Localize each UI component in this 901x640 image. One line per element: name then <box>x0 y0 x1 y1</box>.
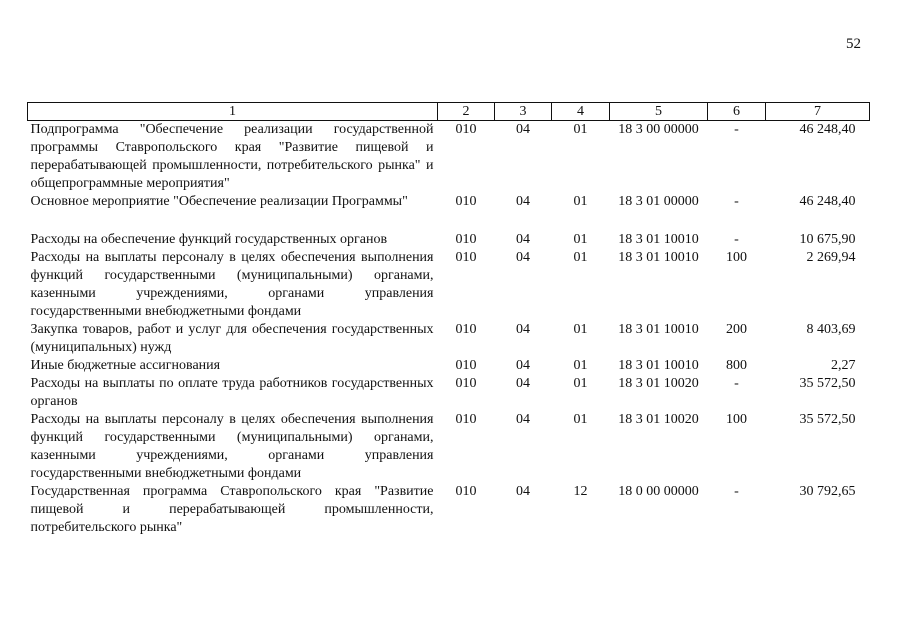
header-col-6: 6 <box>708 103 766 121</box>
table-row <box>28 375 870 411</box>
row-target-article: 18 3 01 10020 <box>618 376 699 391</box>
row-ministry-code: 010 <box>455 122 477 137</box>
row-expense-type: - <box>734 194 739 209</box>
row-subsection-code: 01 <box>573 322 588 337</box>
row-target-article: 18 3 01 10010 <box>618 322 699 337</box>
row-amount: 46 248,40 <box>799 122 856 137</box>
row-name: Расходы на выплаты персоналу в целях обеспечения выполнения функций государственными (муниципальными) органами, казенными учреждениями, органами управления государственными внебюджетными фондами <box>30 412 434 481</box>
row-name: Расходы на обеспечение функций государственных органов <box>30 232 388 247</box>
row-name: Подпрограмма "Обеспечение реализации государственной программы Ставропольского края "Развитие пищевой и перерабатывающей промышленности, потребительского рынка" и общепрограммные мероприятия" <box>30 122 434 191</box>
budget-table <box>27 102 870 537</box>
row-expense-type: 100 <box>726 250 747 265</box>
row-target-article: 18 3 01 10010 <box>618 232 699 247</box>
row-ministry-code: 010 <box>455 484 477 499</box>
header-col-1: 1 <box>28 103 438 121</box>
row-subsection-code: 01 <box>573 412 588 427</box>
row-target-article: 18 3 01 10010 <box>618 358 699 373</box>
table-row <box>28 411 870 483</box>
table-row <box>28 249 870 321</box>
row-target-article: 18 3 01 10020 <box>618 412 699 427</box>
row-section-code: 04 <box>516 194 530 209</box>
row-subsection-code: 01 <box>573 376 588 391</box>
table-row <box>28 483 870 537</box>
row-amount: 8 403,69 <box>806 322 856 337</box>
header-col-3: 3 <box>495 103 552 121</box>
row-target-article: 18 3 00 00000 <box>618 122 699 137</box>
row-name: Расходы на выплаты по оплате труда работников государственных органов <box>30 376 434 409</box>
row-amount: 35 572,50 <box>799 376 856 391</box>
row-expense-type: - <box>734 484 739 499</box>
row-ministry-code: 010 <box>455 358 477 373</box>
row-target-article: 18 3 01 00000 <box>618 194 699 209</box>
row-name: Расходы на выплаты персоналу в целях обеспечения выполнения функций государственными (муниципальными) органами, казенными учреждениями, органами управления государственными внебюджетными фондами <box>30 250 434 319</box>
row-subsection-code: 12 <box>573 484 588 499</box>
table-row <box>28 231 870 249</box>
row-expense-type: 200 <box>726 322 747 337</box>
row-section-code: 04 <box>516 376 530 391</box>
row-subsection-code: 01 <box>573 232 588 247</box>
row-amount: 30 792,65 <box>799 484 856 499</box>
row-subsection-code: 01 <box>573 250 588 265</box>
row-amount: 2,27 <box>831 358 856 373</box>
table-row <box>28 121 870 194</box>
row-subsection-code: 01 <box>573 358 588 373</box>
row-ministry-code: 010 <box>455 250 477 265</box>
row-expense-type: 100 <box>726 412 747 427</box>
row-section-code: 04 <box>516 412 530 427</box>
table-row <box>28 193 870 231</box>
row-amount: 46 248,40 <box>799 194 856 209</box>
row-section-code: 04 <box>516 250 530 265</box>
row-amount: 35 572,50 <box>799 412 856 427</box>
header-col-7: 7 <box>766 103 870 121</box>
row-expense-type: 800 <box>726 358 747 373</box>
row-subsection-code: 01 <box>573 194 588 209</box>
row-name: Иные бюджетные ассигнования <box>30 358 221 373</box>
row-target-article: 18 0 00 00000 <box>618 484 699 499</box>
row-name: Основное мероприятие "Обеспечение реализации Программы" <box>30 194 408 209</box>
row-section-code: 04 <box>516 484 530 499</box>
row-section-code: 04 <box>516 358 530 373</box>
row-subsection-code: 01 <box>573 122 588 137</box>
table-row <box>28 357 870 375</box>
table-row <box>28 321 870 357</box>
row-amount: 10 675,90 <box>799 232 856 247</box>
row-name: Государственная программа Ставропольского края "Развитие пищевой и перерабатывающей промышленности, потребительского рынка" <box>30 484 434 535</box>
header-col-5: 5 <box>610 103 708 121</box>
row-ministry-code: 010 <box>455 412 477 427</box>
row-ministry-code: 010 <box>455 194 477 209</box>
row-ministry-code: 010 <box>455 322 477 337</box>
row-section-code: 04 <box>516 122 530 137</box>
header-row <box>28 103 870 121</box>
header-col-2: 2 <box>438 103 495 121</box>
row-target-article: 18 3 01 10010 <box>618 250 699 265</box>
row-expense-type: - <box>734 122 739 137</box>
row-expense-type: - <box>734 376 739 391</box>
row-expense-type: - <box>734 232 739 247</box>
row-ministry-code: 010 <box>455 376 477 391</box>
row-section-code: 04 <box>516 322 530 337</box>
row-name: Закупка товаров, работ и услуг для обеспечения государственных (муниципальных) нужд <box>30 322 434 355</box>
page-number: 52 <box>846 36 861 52</box>
header-col-4: 4 <box>552 103 610 121</box>
row-amount: 2 269,94 <box>806 250 856 265</box>
row-ministry-code: 010 <box>455 232 477 247</box>
row-section-code: 04 <box>516 232 530 247</box>
